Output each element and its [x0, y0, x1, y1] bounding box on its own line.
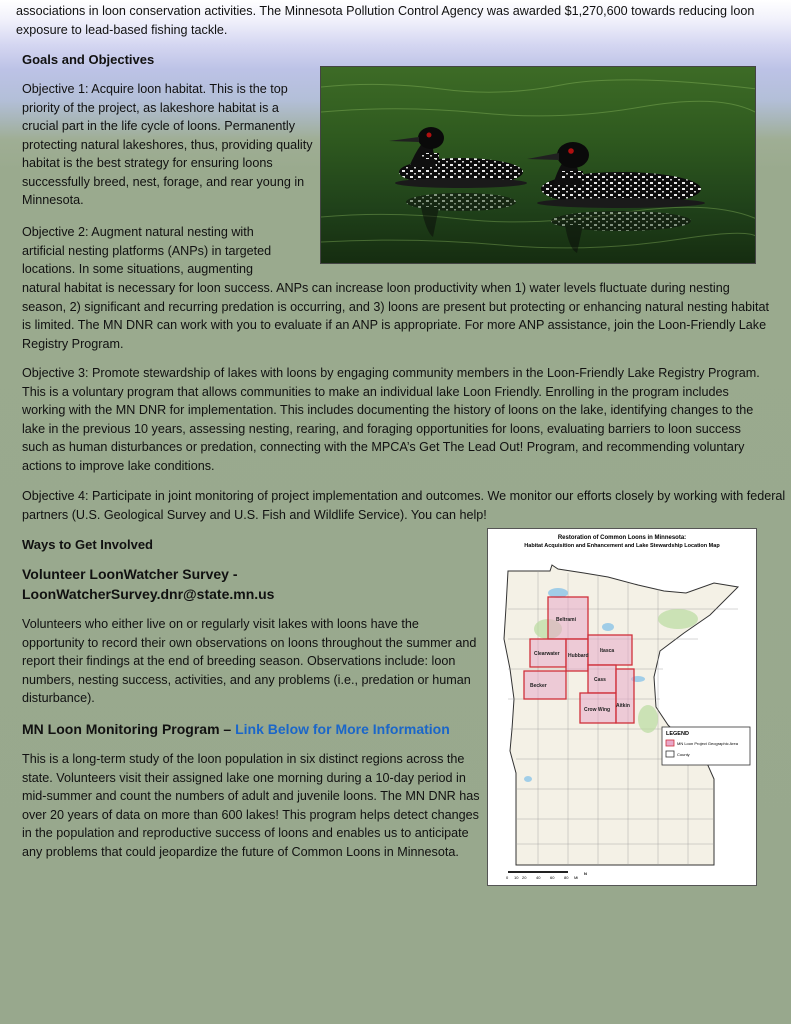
scale-60: 60	[550, 875, 555, 880]
label-hubbard: Hubbard	[568, 653, 589, 659]
objective-3-paragraph: Objective 3: Promote stewardship of lakes with loons by engaging community members in the Loon-Friendly Lake Registry Program. This is a voluntary program that allows communities to make an individual lake Loon Friendly. Enrolling in the program includes working with the MN DNR for implementation. This includes documenting the history of loons on the lake, identifying changes to the lake in the previous 10 years, assessing nesting, rearing, and foraging opportunities for loons, evaluating barriers to loon success such as human disturbances or predation, connecting with the MPCA’s Get The Lead Out! Program, and recommending voluntary actions to improve lake conditions.	[22, 366, 760, 473]
scale-0: 0	[506, 875, 509, 880]
loon-photo	[320, 66, 756, 264]
objective-1-paragraph: Objective 1: Acquire loon habitat. This is the top priority of the project, as lakeshore habitat is a crucial part in the life cycle of loons. Permanently protecting natural lakeshores, thus, providing quality habitat is the best strategy for ensuring loons successfully breed, nest, forage, and rear young in Minnesota.	[22, 82, 313, 207]
label-crow-wing: Crow Wing	[584, 707, 611, 713]
objective-4-paragraph: Objective 4: Participate in joint monitoring of project implementation and outcomes. We monitor our efforts closely by working with federal partners (U.S. Geological Survey and U.S. Fish and Wildlife Service). You can help!	[22, 489, 786, 522]
map-title-line1: Restoration of Common Loons in Minnesota:	[557, 535, 687, 541]
intro-paragraph: associations in loon conservation activities. The Minnesota Pollution Control Agency was awarded $1,270,600 towards reducing loon exposure to lead-based fishing tackle.	[16, 4, 755, 37]
scale-40: 40	[536, 875, 541, 880]
label-aitkin: Aitkin	[616, 703, 630, 709]
ways-heading: Ways to Get Involved	[22, 537, 153, 552]
objective-2-paragraph: Objective 2: Augment natural nesting with artificial nesting platforms (ANPs) in targeted locations. In some situations, augmenting	[22, 225, 272, 276]
monitoring-link[interactable]: Link Below for More Information	[235, 721, 450, 737]
label-itasca: Itasca	[600, 648, 615, 654]
scale-bar	[506, 871, 587, 880]
label-cass: Cass	[594, 677, 606, 683]
scale-10: 10	[514, 875, 519, 880]
label-clearwater: Clearwater	[534, 651, 560, 657]
monitoring-paragraph: This is a long-term study of the loon population in six distinct regions across the state. Volunteers visit their assigned lake one morning during a 10-day period in mid-summer and count the numbers of adult and juvenile loons. The MN DNR has over 20 years of data on more than 600 lakes! This program helps detect changes in the population and reproductive success of loons and enables us to anticipate any problems that could jeopardize the future of Common Loons in Minnesota.	[22, 752, 480, 859]
region-aitkin	[616, 669, 634, 723]
goals-heading: Goals and Objectives	[22, 52, 155, 67]
legend-title: LEGEND	[666, 731, 689, 737]
label-beltrami: Beltrami	[556, 617, 577, 623]
scale-unit: Mi	[574, 875, 579, 880]
scale-20: 20	[522, 875, 527, 880]
minnesota-map	[488, 529, 756, 885]
monitoring-heading-text: MN Loon Monitoring Program –	[22, 721, 232, 737]
objective-2-continuation: natural habitat is necessary for loon success. ANPs can increase loon productivity when 1) water levels fluctuate during nesting season, 2) significant and recurring predation is occurring, and 3) loons are present but protecting or enhancing natural nesting habitat is limited. The MN DNR can work with you to evaluate if an ANP is appropriate. For more ANP assistance, join the Loon-Friendly Lake Registry Program.	[22, 281, 769, 351]
legend-project-label: MN Loon Project Geographic Area	[677, 741, 738, 746]
volunteer-paragraph: Volunteers who either live on or regularly visit lakes with loons have the opportunity to record their own observations on loons throughout the summer and report their findings at the end of breeding season. Observations include: loon numbers, nesting success, activities, and any problems (i.e., predation or human disturbance).	[22, 617, 477, 705]
map-title-line2: Habitat Acquisition and Enhancement and Lake Stewardship Location Map	[524, 543, 720, 549]
label-becker: Becker	[530, 683, 547, 689]
volunteer-heading-line1: Volunteer LoonWatcher Survey -	[22, 566, 238, 582]
loon-photo-illustration	[321, 67, 756, 264]
legend-county-swatch	[666, 751, 674, 757]
north-arrow: N	[584, 871, 587, 876]
legend-project-swatch	[666, 740, 674, 746]
scale-80: 80	[564, 875, 569, 880]
map-legend	[662, 727, 750, 765]
monitoring-heading	[22, 720, 482, 739]
legend-county-label: County	[677, 752, 690, 757]
volunteer-heading-email[interactable]: LoonWatcherSurvey.dnr@state.mn.us	[22, 586, 275, 602]
location-map	[487, 528, 757, 886]
